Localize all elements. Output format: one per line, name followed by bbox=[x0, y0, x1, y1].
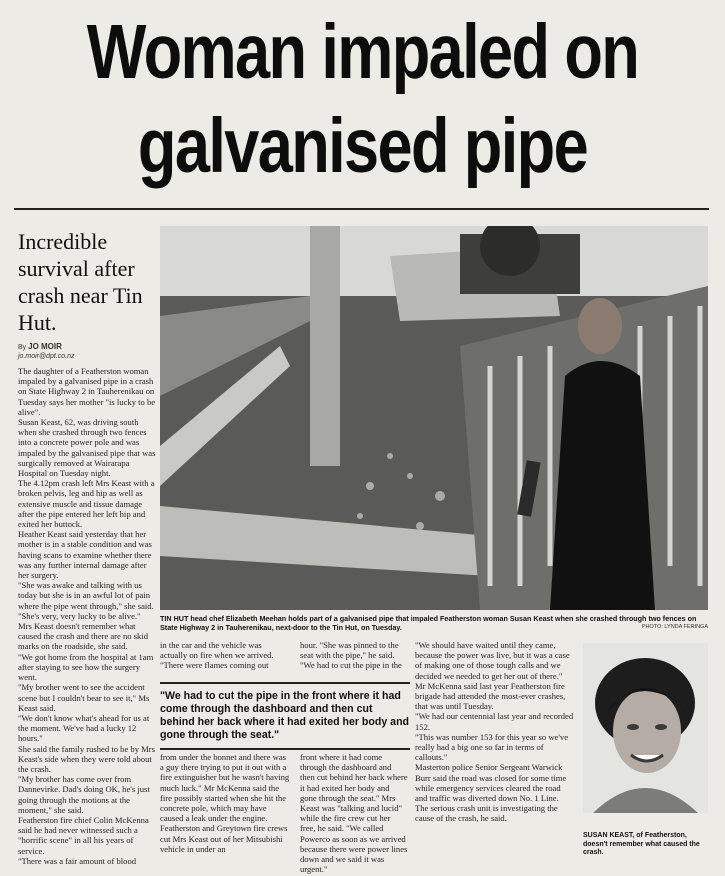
crash-scene-illustration bbox=[160, 226, 708, 610]
paragraph: Mrs Keast doesn't remember what caused the crash and there are no skid marks on the roadside, she said. bbox=[18, 621, 149, 652]
portrait-illustration bbox=[583, 643, 708, 813]
paragraph: Mr McKenna said last year Featherston fire brigade had attended the most-ever crashes, that was until Tuesday. bbox=[415, 680, 566, 712]
paragraph: Featherston fire chief Colin McKenna said he had never witnessed such a "horrific scene" in all his years of service. bbox=[18, 814, 149, 856]
byline-prefix: By bbox=[18, 344, 27, 351]
article-column-1 bbox=[18, 366, 156, 866]
paragraph: The serious crash unit is investigating the cause of the crash, he said. bbox=[415, 803, 558, 824]
headline-line-2: galvanised pipe bbox=[137, 103, 588, 189]
byline-author: JO MOIR bbox=[28, 342, 62, 351]
paragraph: "She's very, very lucky to be alive." bbox=[18, 610, 141, 621]
crash-scene-photo bbox=[160, 226, 708, 610]
article-column-3-bottom: front where it had come through the dashboard and then cut behind her back where it had exited her body and gone through the seat." Mrs Keast was "talking and lucid" while the fire crew cut her free, he said. "We called Powerco as soon as we arrived because there were power lines down and we said it was urgent." bbox=[300, 752, 408, 875]
headline-rule bbox=[14, 208, 709, 210]
portrait-caption: SUSAN KEAST, of Featherston, doesn't remember what caused the crash. bbox=[583, 832, 700, 857]
paragraph: The 4.12pm crash left Mrs Keast with a broken pelvis, leg and hip as well as extensive muscle and tissue damage after the pipe entered her left hip and exited her buttock. bbox=[18, 478, 155, 530]
paragraph: "My brother went to see the accident scene but I couldn't bear to see it," Ms Keast said. bbox=[18, 682, 150, 713]
paragraph: "We should have waited until they came, because the power was live, but it was a case of making one of those tough calls and we decided we needed to get her out of there." bbox=[415, 640, 570, 681]
headline-line-1: Woman impaled on bbox=[86, 9, 639, 95]
paragraph: "This was number 153 for this year so we've really had a big one so far in terms of callouts." bbox=[415, 731, 569, 763]
paragraph: Heather Keast said yesterday that her mother is in a stable condition and was having scans to examine whether there was any further internal damage after her surgery. bbox=[18, 529, 152, 581]
photo-caption: TIN HUT head chef Elizabeth Meehan holds part of a galvanised pipe that impaled Featherston woman Susan Keast when she crashed through two fences on State Highway 2 in Tauherenikau, next-door to the Tin Hut, on Tuesday. bbox=[160, 614, 697, 632]
photo-credit: PHOTO: LYNDA FERINGA bbox=[641, 624, 708, 630]
article-column-3-top: hour. "She was pinned to the seat with the pipe," he said. "We had to cut the pipe in the bbox=[300, 640, 402, 671]
paragraph: "We had our centennial last year and recorded 152. bbox=[415, 711, 574, 732]
article-column-2-top: in the car and the vehicle was actually on fire when we arrived. "There were flames coming out bbox=[160, 640, 274, 671]
portrait-photo bbox=[583, 643, 708, 813]
paragraph: Susan Keast, 62, was driving south when she crashed through two fences into a concrete power pole and was impaled by the galvanised pipe that was surgically removed at Wairarapa Hospital on Tuesday night. bbox=[18, 417, 156, 479]
byline bbox=[18, 342, 75, 361]
byline-email: jo.moir@dpt.co.nz bbox=[18, 353, 75, 360]
pull-quote: "We had to cut the pipe in the front where it had come through the dashboard and then cut behind her back where it had exited her body and gone through the seat." bbox=[160, 682, 410, 750]
paragraph: "We don't know what's ahead for us at the moment. We've had a lucky 12 hours." bbox=[18, 712, 150, 744]
paragraph: "We got home from the hospital at 1am after staying to see how the surgery went. bbox=[18, 651, 154, 683]
deck-subheadline: Incredible survival after crash near Tin Hut. bbox=[18, 229, 143, 335]
paragraph: "There was a fair amount of blood bbox=[18, 855, 137, 866]
article-column-2-bottom: from under the bonnet and there was a guy there trying to put it out with a fire extinguisher but he wasn't having much luck." Mr McKenna said the fire possibly started when she hit the concrete pole, which may have caused a leak under the engine. Featherston and Greytown fire crews cut Mrs Keast out of her Mitsubishi vehicle in under an bbox=[160, 752, 290, 854]
paragraph: "My brother has come over from Dannevirke. Dad's doing OK, he's just going through the motions at the moment," she said. bbox=[18, 774, 150, 815]
paragraph: "She was awake and talking with us today but she is in an awful lot of pain where the pipe went through," she said. bbox=[18, 580, 154, 611]
article-column-4 bbox=[415, 640, 575, 824]
paragraph: She said the family rushed to be by Mrs Keast's side when they were told about the crash. bbox=[18, 743, 156, 774]
paragraph: Masterton police Senior Sergeant Warwick Burr said the road was closed for some time while emergency services cleared the road and traffic was diverted down No. 1 Line. bbox=[415, 762, 567, 804]
paragraph: The daughter of a Featherston woman impaled by a galvanised pipe in a crash on State Highway 2 in Tauherenikau on Tuesday says her mother "is lucky to be alive". bbox=[18, 366, 156, 417]
